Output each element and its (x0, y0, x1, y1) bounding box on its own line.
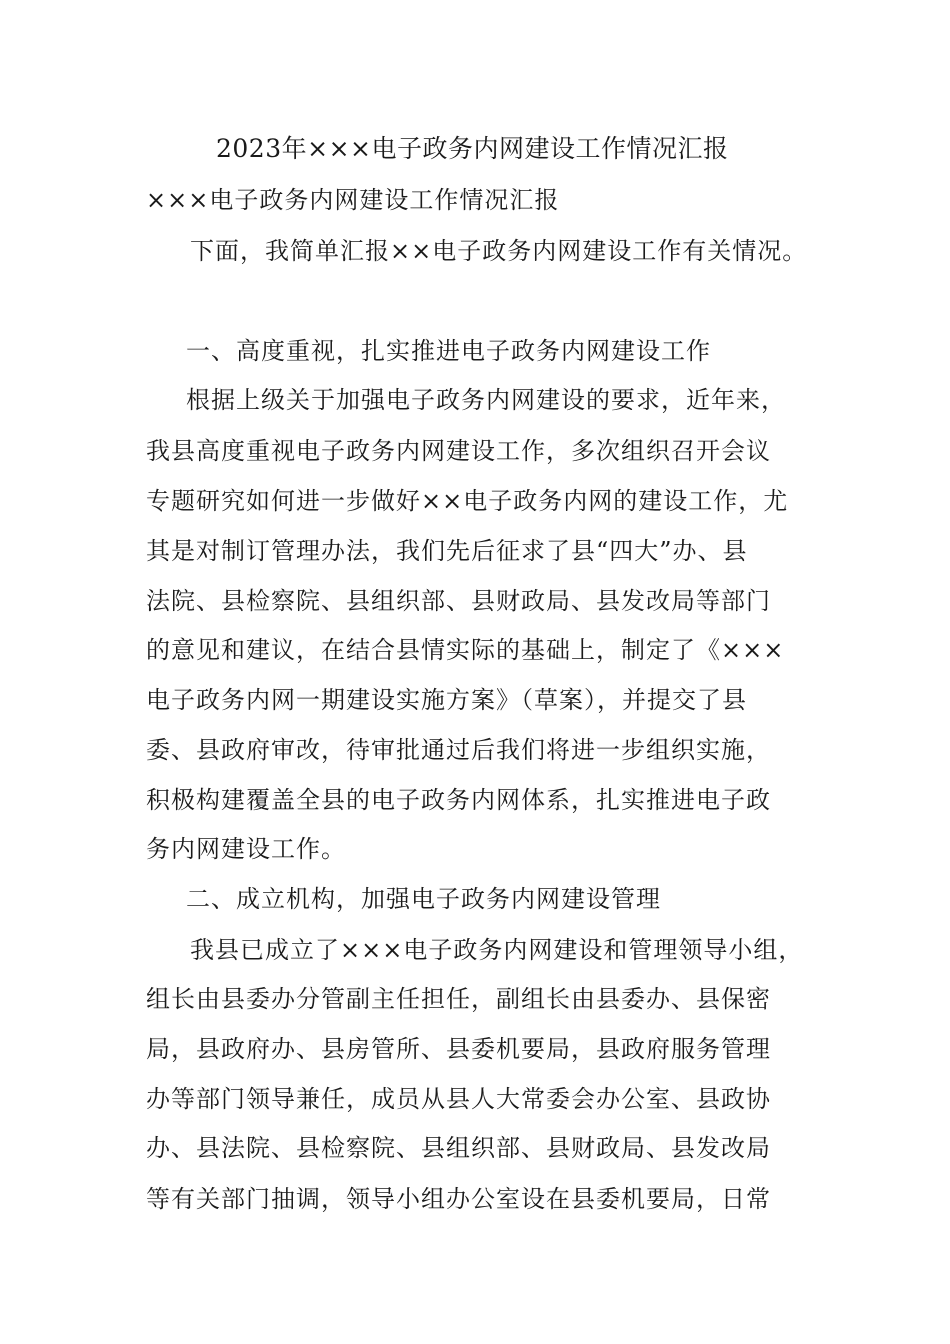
document-title: 2023年×××电子政务内网建设工作情况汇报 (216, 134, 729, 163)
section-1-line: 根据上级关于加强电子政务内网建设的要求，近年来， (186, 386, 786, 414)
section-1-line: 法院、县检察院、县组织部、县财政局、县发改局等部门 (146, 587, 771, 615)
document-subtitle: ×××电子政务内网建设工作情况汇报 (146, 186, 560, 214)
section-2-line: 局，县政府办、县房管所、县委机要局，县政府服务管理 (146, 1035, 771, 1063)
section-1-line: 务内网建设工作。 (146, 835, 346, 863)
section-1-line: 的意见和建议，在结合县情实际的基础上，制定了《××× (146, 636, 785, 664)
section-1-line: 我县高度重视电子政务内网建设工作，多次组织召开会议 (146, 437, 771, 465)
section-1-line: 电子政务内网一期建设实施方案》（草案），并提交了县 (146, 686, 747, 714)
section-2-line: 办等部门领导兼任，成员从县人大常委会办公室、县政协 (146, 1085, 771, 1113)
section-1-line: 委、县政府审改，待审批通过后我们将进一步组织实施， (146, 736, 771, 764)
intro-paragraph: 下面，我简单汇报××电子政务内网建设工作有关情况。 (190, 237, 808, 265)
section-1-heading: 一、高度重视，扎实推进电子政务内网建设工作 (186, 337, 711, 365)
section-1-line: 积极构建覆盖全县的电子政务内网体系，扎实推进电子政 (146, 786, 771, 814)
section-2-line: 我县已成立了×××电子政务内网建设和管理领导小组， (190, 936, 804, 964)
section-2-heading: 二、成立机构，加强电子政务内网建设管理 (186, 885, 661, 913)
section-2-line: 等有关部门抽调，领导小组办公室设在县委机要局，日常 (146, 1185, 771, 1213)
section-1-line: 其是对制订管理办法，我们先后征求了县“四大”办、县 (146, 537, 748, 565)
section-1-line: 专题研究如何进一步做好××电子政务内网的建设工作，尤 (146, 487, 789, 515)
section-2-line: 组长由县委办分管副主任担任，副组长由县委办、县保密 (146, 985, 771, 1013)
section-2-line: 办、县法院、县检察院、县组织部、县财政局、县发改局 (146, 1134, 771, 1162)
